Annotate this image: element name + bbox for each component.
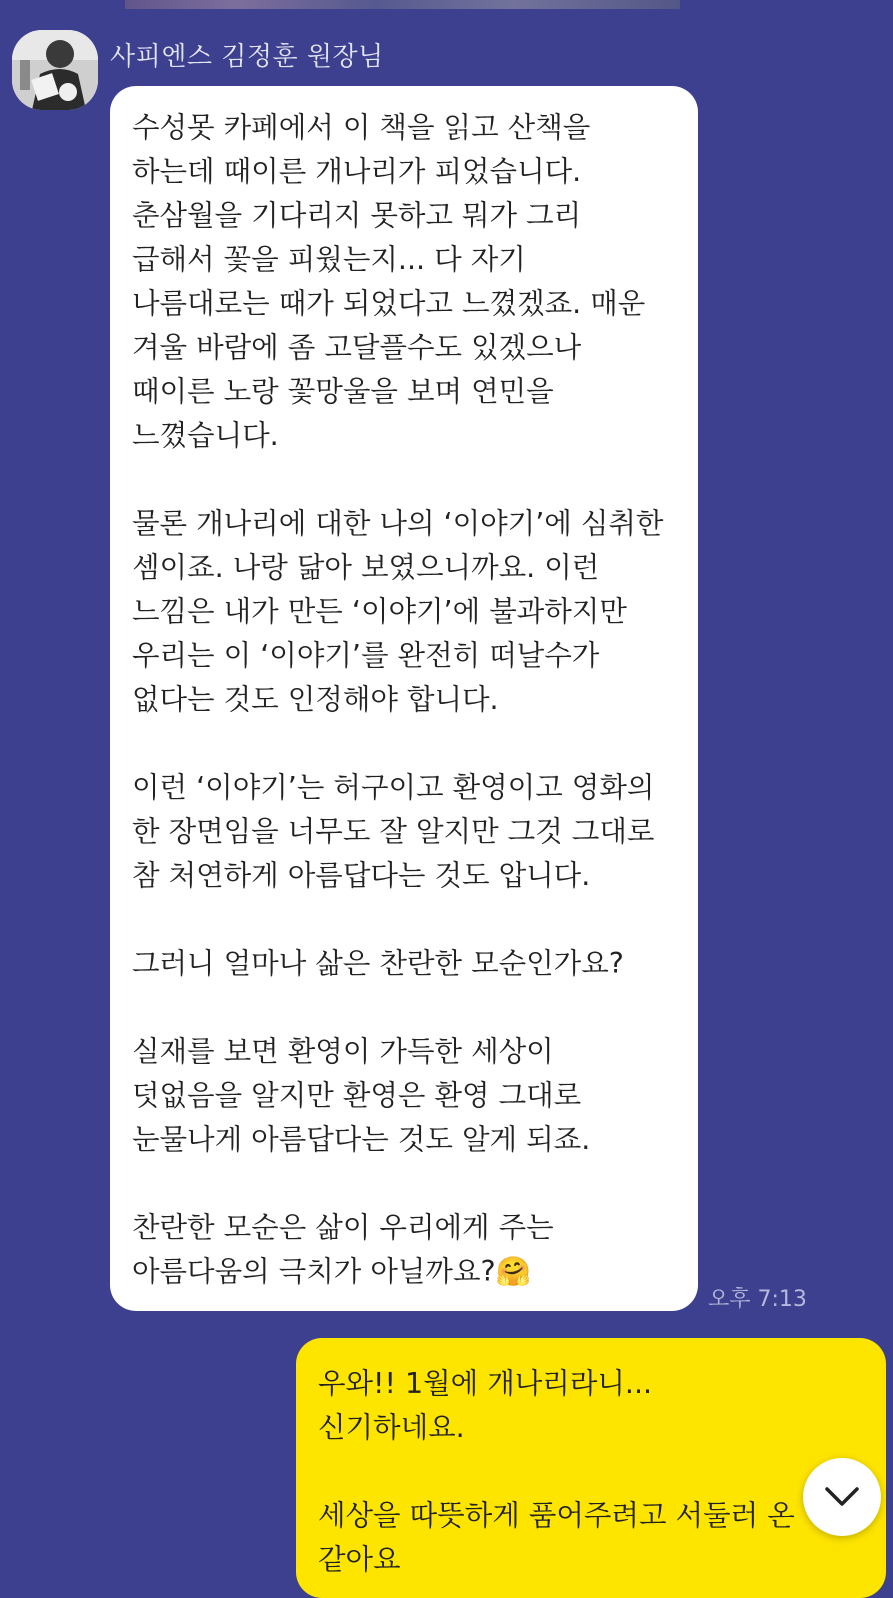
message-line: 아름다움의 극치가 아닐까요?🤗 — [132, 1255, 532, 1288]
message-line: 우리는 이 ‘이야기’를 완전히 떠날수가 — [132, 639, 600, 672]
message-line: 느꼈습니다. — [132, 419, 279, 452]
message-line: 그러니 얼마나 삶은 찬란한 모순인가요? — [132, 947, 624, 980]
message-line: 급해서 꽃을 피웠는지... 다 자기 — [132, 243, 526, 276]
message-line: 느낌은 내가 만든 ‘이야기’에 불과하지만 — [132, 595, 627, 628]
message-line: 하는데 때이른 개나리가 피었습니다. — [132, 155, 582, 188]
message-line: 겨울 바람에 좀 고달플수도 있겠으나 — [132, 331, 582, 364]
message-line: 찬란한 모순은 삶이 우리에게 주는 — [132, 1211, 554, 1244]
paragraph-gap — [318, 1450, 864, 1494]
message-line: 우와!! 1월에 개나리라니... — [318, 1367, 653, 1400]
paragraph-gap — [132, 986, 676, 1030]
message-line: 이런 ‘이야기’는 허구이고 환영이고 영화의 — [132, 771, 655, 804]
paragraph-gap — [132, 722, 676, 766]
message-line: 눈물나게 아름답다는 것도 알게 되죠. — [132, 1123, 591, 1156]
paragraph-gap — [132, 898, 676, 942]
profile-photo-icon — [12, 30, 98, 110]
message-line: 나름대로는 때가 되었다고 느꼈겠죠. 매운 — [132, 287, 646, 320]
top-image-strip — [125, 0, 680, 9]
message-line: 춘삼월을 기다리지 못하고 뭐가 그리 — [132, 199, 582, 232]
message-line: 수성못 카페에서 이 책을 읽고 산책을 — [132, 111, 591, 144]
message-line: 세상을 따뜻하게 품어주려고 서둘러 온 — [318, 1499, 795, 1532]
message-line: 덧없음을 알지만 환영은 환영 그대로 — [132, 1079, 582, 1112]
message-line: 셈이죠. 나랑 닮아 보였으니까요. 이런 — [132, 551, 600, 584]
message-line: 물론 개나리에 대한 나의 ‘이야기’에 심취한 — [132, 507, 664, 540]
message-line: 실재를 보면 환영이 가득한 세상이 — [132, 1035, 554, 1068]
incoming-message-bubble[interactable] — [110, 86, 698, 1311]
paragraph-gap — [132, 1162, 676, 1206]
message-line: 참 처연하게 아름답다는 것도 압니다. — [132, 859, 591, 892]
message-line: 없다는 것도 인정해야 합니다. — [132, 683, 499, 716]
message-line: 때이른 노랑 꽃망울을 보며 연민을 — [132, 375, 554, 408]
message-line: 신기하네요. — [318, 1411, 465, 1444]
scroll-to-bottom-button[interactable] — [803, 1458, 881, 1536]
message-line: 한 장면임을 너무도 잘 알지만 그것 그대로 — [132, 815, 655, 848]
avatar[interactable] — [12, 30, 98, 110]
chevron-down-icon — [824, 1486, 860, 1508]
message-line: 같아요 — [318, 1543, 401, 1576]
sender-name: 사피엔스 김정훈 원장님 — [110, 42, 384, 72]
outgoing-message-bubble[interactable] — [296, 1338, 886, 1598]
message-timestamp: 오후 7:13 — [708, 1287, 807, 1312]
paragraph-gap — [132, 458, 676, 502]
